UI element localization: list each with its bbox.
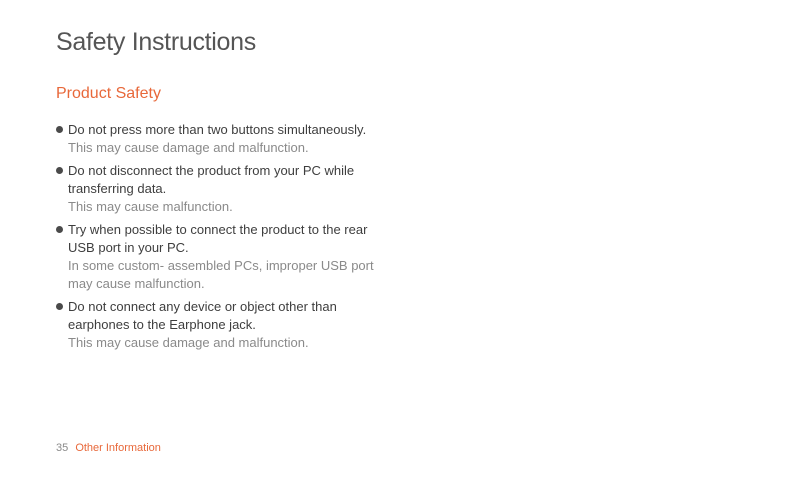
bullet-icon — [56, 226, 63, 233]
instruction-list — [56, 121, 396, 357]
page-number: 35 — [56, 442, 69, 454]
bullet-icon — [56, 167, 63, 174]
instruction-text: Do not press more than two buttons simultaneously. — [68, 122, 367, 137]
page-footer — [56, 441, 161, 455]
instruction-text: Try when possible to connect the product to the rear USB port in your PC. — [68, 222, 368, 255]
footer-section-name: Other Information — [75, 442, 161, 454]
bullet-icon — [56, 126, 63, 133]
instruction-item — [56, 298, 396, 352]
page-title: Safety Instructions — [56, 28, 256, 56]
section-heading: Product Safety — [56, 85, 161, 102]
instruction-note: This may cause damage and malfunction. — [68, 335, 309, 350]
instruction-note: This may cause malfunction. — [68, 199, 233, 214]
instruction-note: In some custom- assembled PCs, improper USB port may cause malfunction. — [68, 258, 374, 291]
instruction-text: Do not connect any device or object other than earphones to the Earphone jack. — [68, 299, 337, 332]
instruction-text: Do not disconnect the product from your PC while transferring data. — [68, 163, 355, 196]
bullet-icon — [56, 303, 63, 310]
instruction-item — [56, 162, 396, 216]
instruction-item — [56, 121, 396, 157]
instruction-item — [56, 221, 396, 293]
instruction-note: This may cause damage and malfunction. — [68, 140, 309, 155]
